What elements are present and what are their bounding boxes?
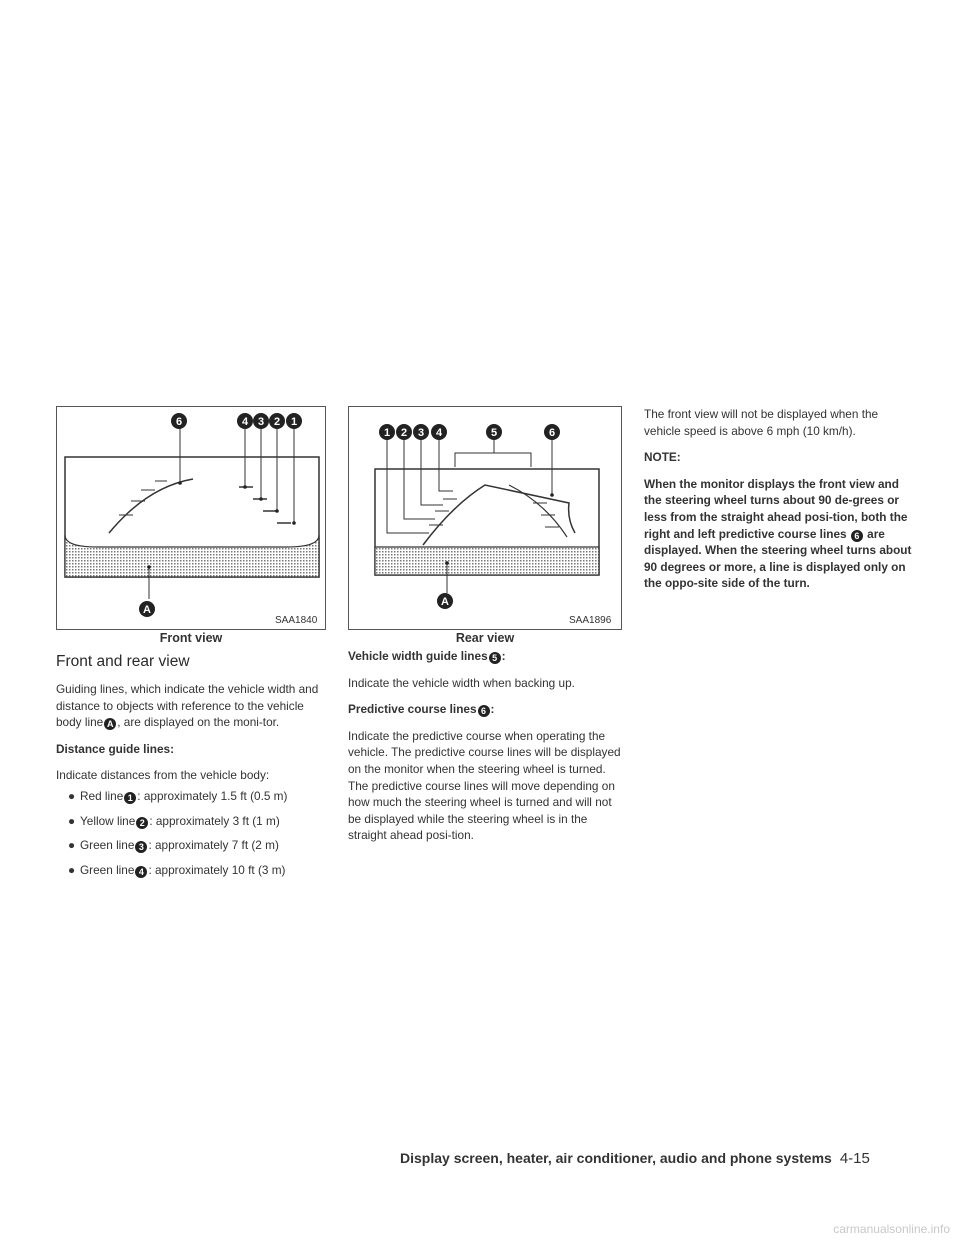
note-heading: NOTE: <box>644 450 681 465</box>
marker-a-label: A <box>441 596 449 608</box>
column-2 <box>348 648 622 854</box>
column-1 <box>56 652 326 886</box>
bullet: ● <box>68 788 76 803</box>
colon: : <box>501 649 506 663</box>
bullet: ● <box>68 862 76 877</box>
figure-code: SAA1840 <box>275 615 318 626</box>
list-item <box>56 813 326 830</box>
column-3 <box>644 406 914 602</box>
marker-1-label: 1 <box>290 416 298 428</box>
marker-3-label: 3 <box>257 416 265 428</box>
colon: : <box>490 702 495 717</box>
section-heading: Front and rear view <box>56 653 190 670</box>
marker-6-inline: 6 <box>478 705 490 717</box>
rear-view-figure <box>348 406 622 630</box>
list-item <box>56 788 326 805</box>
marker-4-label: 4 <box>241 416 249 428</box>
marker-6-label: 6 <box>175 416 183 428</box>
width-heading-text: Vehicle width guide lines <box>348 649 488 663</box>
list-item-label: Green line <box>80 838 135 853</box>
marker-5-label: 5 <box>490 427 498 439</box>
marker-1-inline: 1 <box>124 792 136 804</box>
marker-a-label: A <box>143 604 151 616</box>
marker-6-label: 6 <box>548 427 556 439</box>
list-item-text: : approximately 7 ft (2 m) <box>148 838 279 853</box>
footer-title: Display screen, heater, air conditioner, audio and phone systems <box>400 1150 832 1166</box>
speed-paragraph: The front view will not be displayed when the vehicle speed is above 6 mph (10 km/h). <box>644 407 879 438</box>
front-view-figure <box>56 406 326 630</box>
marker-3-label: 3 <box>417 427 425 439</box>
note-text-b: are displayed. When the steering wheel turns about 90 degrees or more, a line is displayed only on the oppo-site side of the turn. <box>644 526 912 591</box>
marker-2-inline: 2 <box>136 817 148 829</box>
marker-4-label: 4 <box>435 427 443 439</box>
note-paragraph <box>644 476 914 592</box>
intro-paragraph <box>56 681 326 731</box>
marker-2-label: 2 <box>273 416 281 428</box>
note-text-a: When the monitor displays the front view and the steering wheel turns about 90 de-grees or less from the straight ahead posi-tion, both the right and left predictive course lines <box>644 476 908 541</box>
marker-6-inline: 6 <box>851 530 863 542</box>
intro-text-a: Guiding lines, which indicate the vehicle width and distance to objects with reference to the vehicle body line <box>56 682 319 730</box>
list-item-text: : approximately 3 ft (1 m) <box>149 813 280 828</box>
front-view-caption: Front view <box>159 631 223 645</box>
predictive-heading <box>348 701 622 718</box>
predictive-text: Indicate the predictive course when operating the vehicle. The predictive course lines will be displayed on the monitor when the steering wheel is turned. The predictive course lines will move depending on how much the steering wheel is turned and will not be displayed while the steering wheel is in the straight ahead posi-tion. <box>348 728 621 843</box>
intro-text-b: , are displayed on the moni-tor. <box>117 715 280 730</box>
list-item-label: Red line <box>80 788 124 803</box>
list-item <box>56 862 326 879</box>
marker-1-label: 1 <box>383 427 391 439</box>
width-heading <box>348 648 622 665</box>
page-footer <box>400 1150 870 1167</box>
rear-view-caption: Rear view <box>455 631 515 645</box>
watermark: carmanualsonline.info <box>833 1222 950 1236</box>
marker-4-inline: 4 <box>135 866 147 878</box>
list-item-label: Green line <box>80 862 135 877</box>
list-item-label: Yellow line <box>80 813 136 828</box>
distance-heading: Distance guide lines: <box>56 741 174 756</box>
page-number: 4-15 <box>839 1150 870 1167</box>
figure-code: SAA1896 <box>569 615 612 626</box>
front-view-diagram <box>57 407 327 631</box>
distance-intro: Indicate distances from the vehicle body: <box>56 768 270 783</box>
marker-a-inline: A <box>104 718 116 730</box>
list-item-text: : approximately 10 ft (3 m) <box>148 862 286 877</box>
rear-view-diagram <box>349 407 623 631</box>
list-item <box>56 837 326 854</box>
predictive-heading-text: Predictive course lines <box>348 702 477 717</box>
bullet: ● <box>68 813 76 828</box>
width-text: Indicate the vehicle width when backing up. <box>348 675 575 690</box>
marker-2-label: 2 <box>400 427 408 439</box>
marker-3-inline: 3 <box>135 841 147 853</box>
marker-5-inline: 5 <box>489 652 501 664</box>
list-item-text: : approximately 1.5 ft (0.5 m) <box>137 788 288 803</box>
bullet: ● <box>68 838 76 853</box>
